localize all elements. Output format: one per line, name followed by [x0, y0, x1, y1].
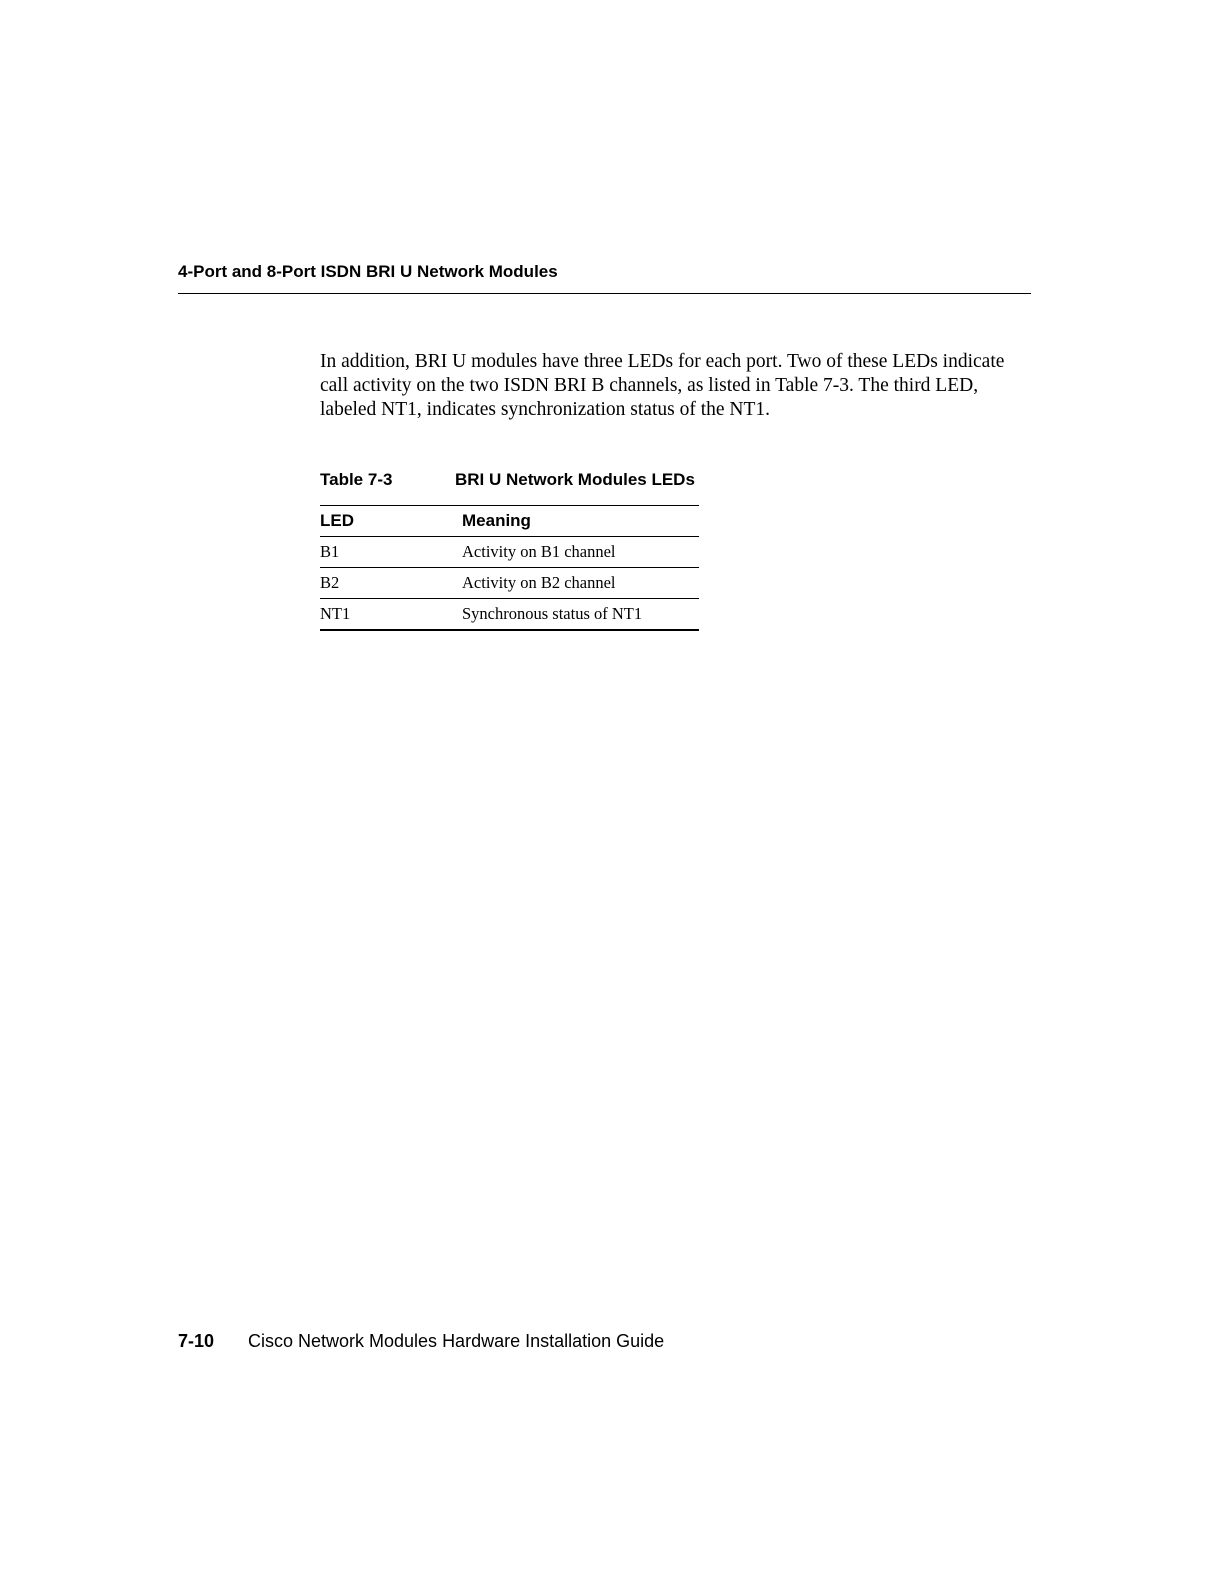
led-table	[320, 505, 699, 631]
running-head-title: 4-Port and 8-Port ISDN BRI U Network Modules	[178, 262, 558, 281]
table-row	[320, 537, 699, 568]
meaning-cell: Synchronous status of NT1	[462, 603, 643, 623]
led-cell: B1	[320, 542, 340, 561]
table-header-row	[320, 506, 699, 537]
column-header-meaning: Meaning	[462, 511, 531, 530]
led-cell: NT1	[320, 603, 351, 623]
meaning-cell: Activity on B1 channel	[462, 542, 616, 561]
meaning-cell: Activity on B2 channel	[462, 573, 616, 592]
table-row	[320, 599, 699, 630]
book-title: Cisco Network Modules Hardware Installation Guide	[248, 1331, 665, 1351]
table-title: BRI U Network Modules LEDs	[455, 470, 695, 489]
led-cell: B2	[320, 573, 340, 592]
column-header-led: LED	[320, 511, 354, 530]
table-number: Table 7-3	[320, 470, 393, 489]
table-row	[320, 568, 699, 599]
body-paragraph: In addition, BRI U modules have three LEDs for each port. Two of these LEDs indicate call activity on the two ISDN BRI B channels, as listed in Table 7-3. The third LED, labeled NT1, indicates synchronization status of the NT1.	[320, 351, 1005, 420]
page-number: 7-10	[178, 1331, 215, 1351]
header-rule	[178, 293, 1031, 294]
page-footer	[178, 1330, 664, 1354]
table-caption	[320, 470, 695, 490]
